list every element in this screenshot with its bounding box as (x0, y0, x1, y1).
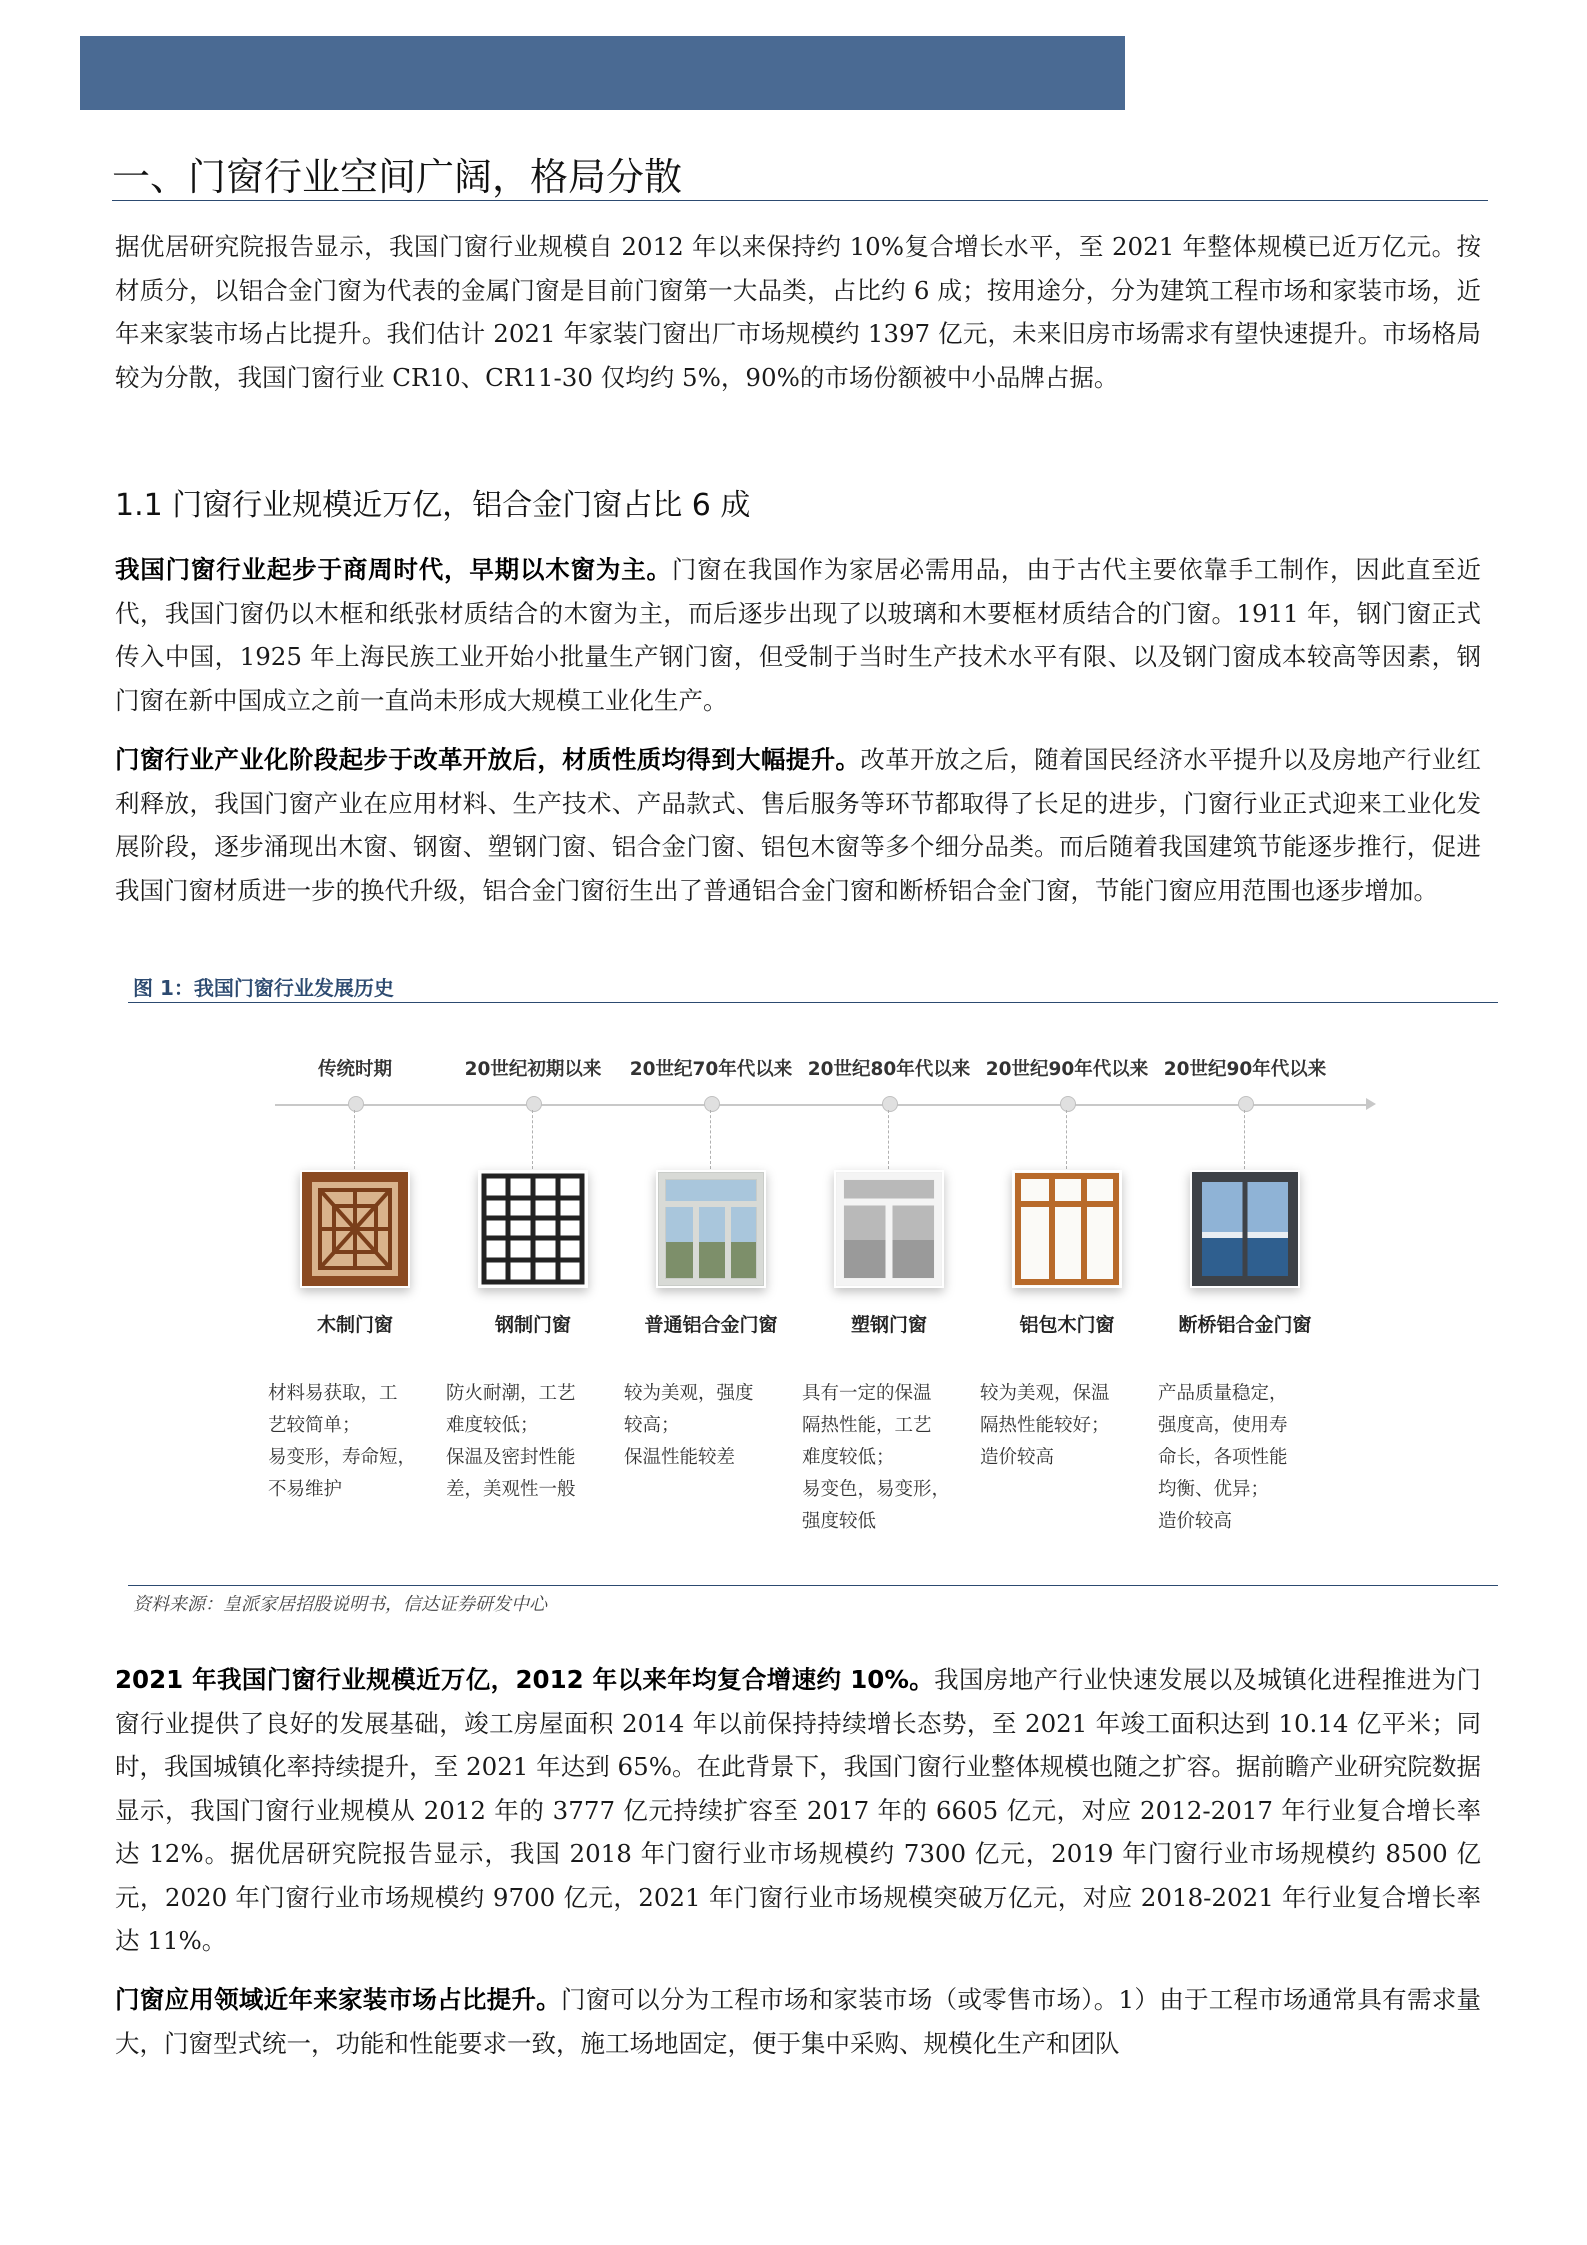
timeline-stage (972, 1056, 1162, 1468)
stage-description: 产品质量稳定， 强度高，使用寿 命长，各项性能 均衡、优异； 造价较高 (1158, 1383, 1288, 1532)
stage-era: 20世纪80年代以来 (807, 1059, 971, 1080)
timeline-stage (794, 1056, 984, 1532)
stage-description: 较为美观，保温 隔热性能较好； 造价较高 (980, 1383, 1110, 1468)
thermal-break-window-image (1190, 1170, 1300, 1288)
section-title-rule (112, 200, 1488, 201)
stage-era: 20世纪初期以来 (464, 1059, 602, 1080)
stage-era: 传统时期 (317, 1059, 392, 1080)
stage-name: 普通铝合金门窗 (644, 1314, 778, 1336)
stage-description: 较为美观，强度 较高； 保温性能较差 (624, 1383, 754, 1468)
paragraph-4-body: 门窗可以分为工程市场和家装市场（或零售市场）。1）由于工程市场通常具有需求量大，门窗型式统一，功能和性能要求一致，施工场地固定，便于集中采购、规模化生产和团队 (115, 1985, 1481, 2058)
timeline-arrow-icon (1366, 1098, 1376, 1110)
stage-description: 防火耐潮，工艺 难度较低； 保温及密封性能 差，美观性一般 (446, 1383, 576, 1500)
steel-window-image (478, 1170, 588, 1288)
figure-top-rule (128, 1002, 1498, 1003)
figure-source: 资料来源：皇派家居招股说明书，信达证券研发中心 (133, 1594, 547, 1615)
timeline-stage (1150, 1056, 1340, 1532)
paragraph-2-body: 改革开放之后，随着国民经济水平提升以及房地产行业红利释放，我国门窗产业在应用材料、生产技术、产品款式、售后服务等环节都取得了长足的进步，门窗行业正式迎来工业化发展阶段，逐步涌现出木窗、钢窗、塑钢门窗、铝合金门窗、铝包木窗等多个细分品类。而后随着我国建筑节能逐步推行，促进我国门窗材质进一步的换代升级，铝合金门窗衍生出了普通铝合金门窗和断桥铝合金门窗，节能门窗应用范围也逐步增加。 (115, 745, 1482, 905)
paragraph-2 (115, 738, 1481, 912)
paragraph-1-lead: 我国门窗行业起步于商周时代，早期以木窗为主。 (115, 555, 672, 584)
stage-name: 塑钢门窗 (850, 1314, 927, 1336)
figure-caption: 图 1：我国门窗行业发展历史 (133, 976, 394, 1000)
timeline-node (526, 1096, 542, 1112)
timeline-node (1060, 1096, 1076, 1112)
stage-name: 木制门窗 (316, 1314, 393, 1336)
stage-era: 20世纪70年代以来 (629, 1059, 793, 1080)
stage-era: 20世纪90年代以来 (985, 1059, 1149, 1080)
timeline-node (704, 1096, 720, 1112)
paragraph-3-body: 我国房地产行业快速发展以及城镇化进程推进为门窗行业提供了良好的发展基础，竣工房屋面积 2014 年以前保持持续增长态势，至 2021 年竣工面积达到 10.14 亿平米；同时，我国城镇化率持续提升，至 2021 年达到 65%。在此背景下，我国门窗行业整体规模也随之扩容。据前瞻产业研究院数据显示，我国门窗行业规模从 2012 年的 3777 亿元持续扩容至 2017 年的 6605 亿元，对应 2012-2017 年行业复合增长率达 12%。据优居研究院报告显示，我国 2018 年门窗行业市场规模约 7300 亿元，2019 年门窗行业市场规模约 8500 亿元，2020 年门窗行业市场规模约 9700 亿元，2021 年门窗行业市场规模突破万亿元，对应 2018-2021 年行业复合增长率达 11%。 (115, 1665, 1482, 1955)
header-bar (80, 36, 1125, 110)
section-title: 一、门窗行业空间广阔，格局分散 (112, 155, 683, 199)
paragraph-1-body: 门窗在我国作为家居必需用品，由于古代主要依靠手工制作，因此直至近代，我国门窗仍以木框和纸张材质结合的木窗为主，而后逐步出现了以玻璃和木要框材质结合的门窗。1911 年，钢门窗正式传入中国，1925 年上海民族工业开始小批量生产钢门窗，但受制于当时生产技术水平有限、以及钢门窗成本较高等因素，钢门窗在新中国成立之前一直尚未形成大规模工业化生产。 (115, 555, 1482, 715)
timeline-axis (275, 1104, 1370, 1106)
timeline-node (1238, 1096, 1254, 1112)
timeline-stage (260, 1056, 450, 1500)
paragraph-3-lead: 2021 年我国门窗行业规模近万亿，2012 年以来年均复合增速约 10%。 (115, 1665, 935, 1694)
subsection-title: 1.1 门窗行业规模近万亿，铝合金门窗占比 6 成 (115, 488, 751, 523)
paragraph-2-lead: 门窗行业产业化阶段起步于改革开放后，材质性质均得到大幅提升。 (115, 745, 861, 774)
timeline-stage (438, 1056, 628, 1500)
aluminum-clad-wood-window-image (1012, 1170, 1122, 1288)
intro-paragraph: 据优居研究院报告显示，我国门窗行业规模自 2012 年以来保持约 10%复合增长水平，至 2021 年整体规模已近万亿元。按材质分，以铝合金门窗为代表的金属门窗是目前门窗第一大品类，占比约 6 成；按用途分，分为建筑工程市场和家装市场，近年来家装市场占比提升。我们估计 2021 年家装门窗出厂市场规模约 1397 亿元，未来旧房市场需求有望快速提升。市场格局较为分散，我国门窗行业 CR10、CR11-30 仅均约 5%，90%的市场份额被中小品牌占据。 (115, 232, 1481, 392)
plastic-steel-window-image (834, 1170, 944, 1288)
stage-era: 20世纪90年代以来 (1163, 1059, 1327, 1080)
stage-description: 具有一定的保温 隔热性能，工艺 难度较低； 易变色，易变形， 强度较低 (802, 1383, 951, 1532)
paragraph-3 (115, 1658, 1481, 1963)
aluminum-window-image (656, 1170, 766, 1288)
stage-description: 材料易获取，工 艺较简单； 易变形，寿命短， 不易维护 (268, 1383, 417, 1500)
timeline-stage (616, 1056, 806, 1468)
stage-name: 断桥铝合金门窗 (1178, 1314, 1312, 1336)
paragraph-4 (115, 1978, 1481, 2065)
paragraph-4-lead: 门窗应用领域近年来家装市场占比提升。 (115, 1985, 561, 2014)
figure-bottom-rule (128, 1585, 1498, 1586)
wooden-window-image (300, 1170, 410, 1288)
paragraph-1 (115, 548, 1481, 722)
stage-name: 钢制门窗 (494, 1314, 571, 1336)
stage-name: 铝包木门窗 (1019, 1314, 1115, 1336)
timeline-node (348, 1096, 364, 1112)
timeline-node (882, 1096, 898, 1112)
